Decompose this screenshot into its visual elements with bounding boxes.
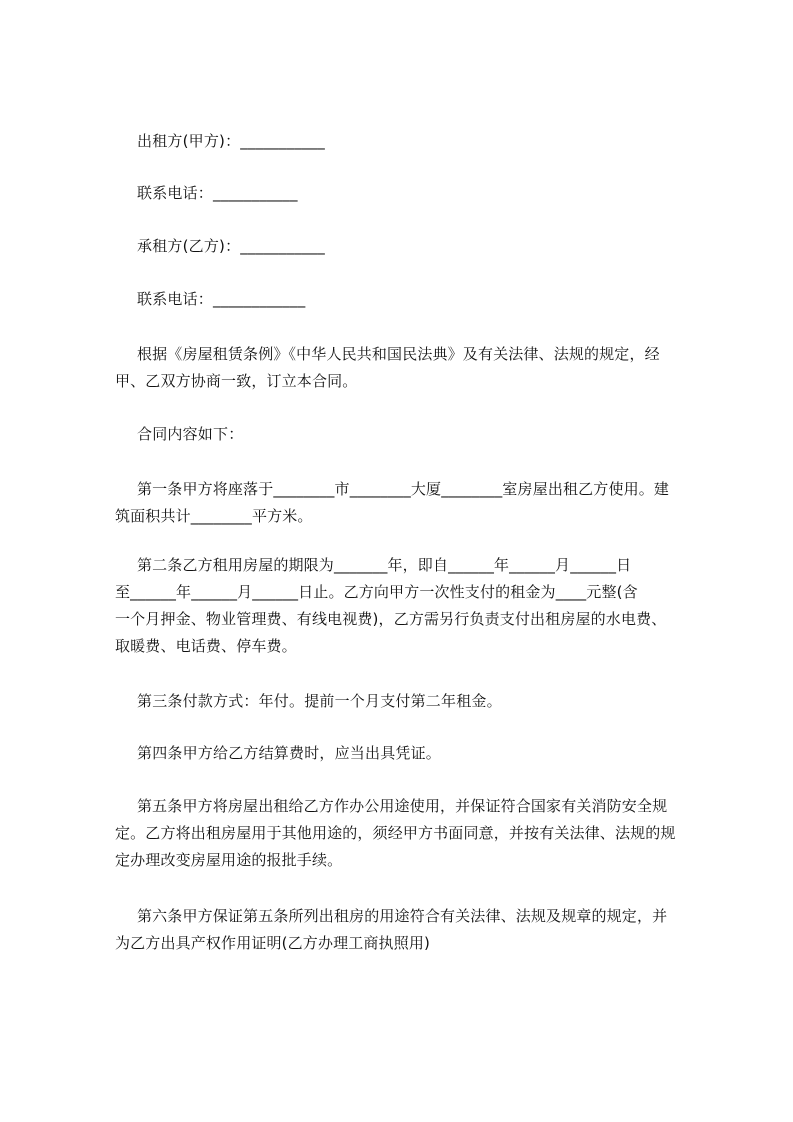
lessor-phone-field: 联系电话：___________ xyxy=(137,184,298,202)
article-1 xyxy=(115,476,719,530)
article-1-line-1: 第一条甲方将座落于________市________大厦________室房屋出租乙方使用。建 xyxy=(137,480,670,498)
article-6-line-2: 为乙方出具产权作用证明(乙方办理工商执照用) xyxy=(115,934,431,952)
intro-line-2: 甲、乙双方协商一致，订立本合同。 xyxy=(115,372,358,390)
article-3: 第三条付款方式：年付。提前一个月支付第二年租金。 xyxy=(137,692,502,710)
article-5-line-3: 定办理改变房屋用途的报批手续。 xyxy=(115,851,343,869)
contents-heading: 合同内容如下： xyxy=(137,425,244,443)
intro-line-1: 根据《房屋租赁条例》《中华人民共和国民法典》及有关法律、法规的规定，经 xyxy=(137,345,660,363)
article-6-line-1: 第六条甲方保证第五条所列出租房的用途符合有关法律、法规及规章的规定，并 xyxy=(137,907,668,925)
article-5-line-1: 第五条甲方将房屋出租给乙方作办公用途使用，并保证符合国家有关消防安全规 xyxy=(137,797,668,815)
article-2 xyxy=(115,552,719,660)
article-4: 第四条甲方给乙方结算费时，应当出具凭证。 xyxy=(137,744,442,762)
article-5 xyxy=(115,793,719,874)
article-2-line-3: 一个月押金、物业管理费、有线电视费)，乙方需另行负责支付出租房屋的水电费、 xyxy=(115,610,667,628)
article-2-line-1: 第二条乙方租用房屋的期限为_______年，即自______年______月______日 xyxy=(137,556,632,574)
article-1-line-2: 筑面积共计________平方米。 xyxy=(115,507,313,525)
lessee-field: 承租方(乙方)：___________ xyxy=(137,237,326,255)
article-2-line-2: 至______年______月______日止。乙方向甲方一次性支付的租金为____元整(含 xyxy=(115,583,638,601)
article-2-line-4: 取暖费、电话费、停车费。 xyxy=(115,637,297,655)
article-6 xyxy=(115,903,719,957)
article-5-line-2: 定。乙方将出租房屋用于其他用途的，须经甲方书面同意，并按有关法律、法规的规 xyxy=(115,824,676,842)
lessor-field: 出租方(甲方)：___________ xyxy=(137,132,326,150)
lessee-phone-field: 联系电话：____________ xyxy=(137,290,306,308)
intro-paragraph xyxy=(115,341,719,395)
